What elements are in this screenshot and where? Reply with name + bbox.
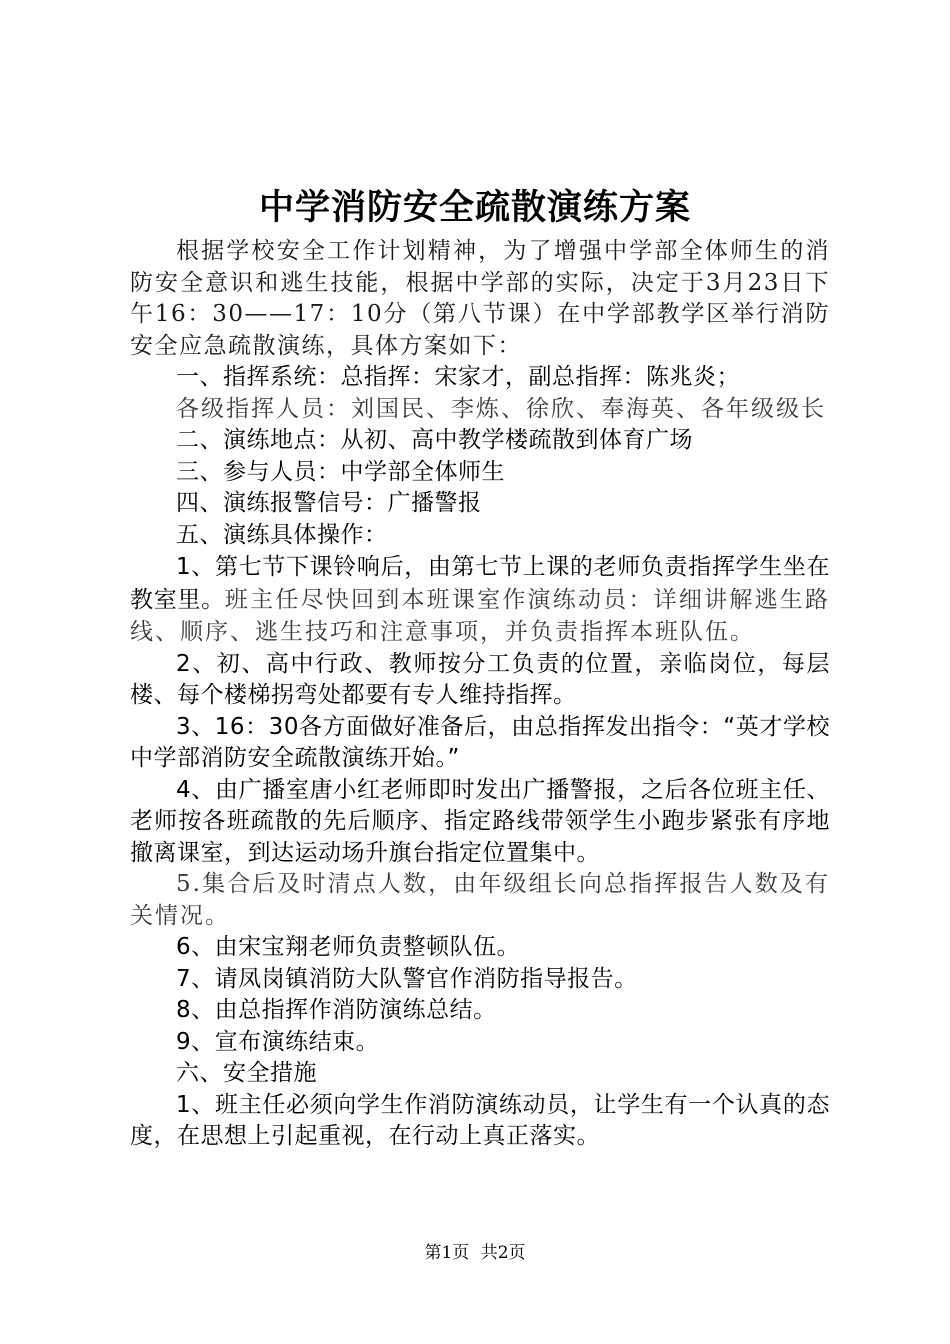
step-3-paragraph: 3、16：30各方面做好准备后，由总指挥发出指令：“英才学校中学部消防安全疏散演练开始。” (130, 713, 830, 771)
step-2-paragraph: 2、初、高中行政、教师按分工负责的位置，亲临岗位，每层楼、每个楼梯拐弯处都要有专人维持指挥。 (130, 650, 830, 708)
page-footer (0, 1242, 950, 1264)
section-alarm-signal: 四、演练报警信号：广播警报 (176, 490, 482, 516)
document-title: 中学消防安全疏散演练方案 (258, 188, 691, 228)
section-command-system: 一、指挥系统：总指挥：宋家才，副总指挥：陈兆炎； (176, 364, 740, 390)
section-command-staff: 各级指挥人员：刘国民、李炼、徐欣、奉海英、各年级级长 (176, 395, 826, 422)
step-1-paragraph (130, 551, 830, 649)
intro-paragraph: 根据学校安全工作计划精神，为了增强中学部全体师生的消防安全意识和逃生技能，根据中学部的实际，决定于3月23日下午16：30——17：10分（第八节课）在中学部教学区举行消防安全应急疏散演练，具体方案如下： (130, 238, 830, 359)
step-9-paragraph: 9、宣布演练结束。 (176, 1028, 380, 1055)
step-1-text: 1、第七节下课铃响后，由第七节上课的老师负责指挥学生坐在教室里。 (130, 554, 830, 613)
page-total: 共2页 (480, 1243, 526, 1263)
step-1-continued-text: 班主任尽快回到本班课室作演练动员：详细讲解逃生路线、顺序、逃生技巧和注意事项，并负责指挥本班队伍。 (130, 586, 831, 645)
safety-1-paragraph: 1、班主任必须向学生作消防演练动员，让学生有一个认真的态度，在思想上引起重视，在行动上真正落实。 (130, 1091, 830, 1149)
section-participants: 三、参与人员：中学部全体师生 (176, 458, 505, 485)
step-6-paragraph: 6、由宋宝翔老师负责整顿队伍。 (176, 934, 521, 960)
section-drill-location: 二、演练地点：从初、高中教学楼疏散到体育广场 (176, 427, 693, 453)
step-4-paragraph: 4、由广播室唐小红老师即时发出广播警报，之后各位班主任、老师按各班疏散的先后顺序、指定路线带领学生小跑步紧张有序地撤离课室，到达运动场升旗台指定位置集中。 (130, 776, 830, 866)
page-number: 第1页 (424, 1243, 470, 1263)
section-operations: 五、演练具体操作： (176, 521, 388, 548)
step-5-paragraph: 5.集合后及时清点人数，由年级组长向总指挥报告人数及有关情况。 (130, 871, 830, 929)
section-safety-measures: 六、安全措施 (176, 1060, 317, 1086)
step-8-paragraph: 8、由总指挥作消防演练总结。 (176, 997, 497, 1023)
step-7-paragraph: 7、请凤岗镇消防大队警官作消防指导报告。 (176, 965, 638, 992)
document-body (130, 236, 830, 1153)
